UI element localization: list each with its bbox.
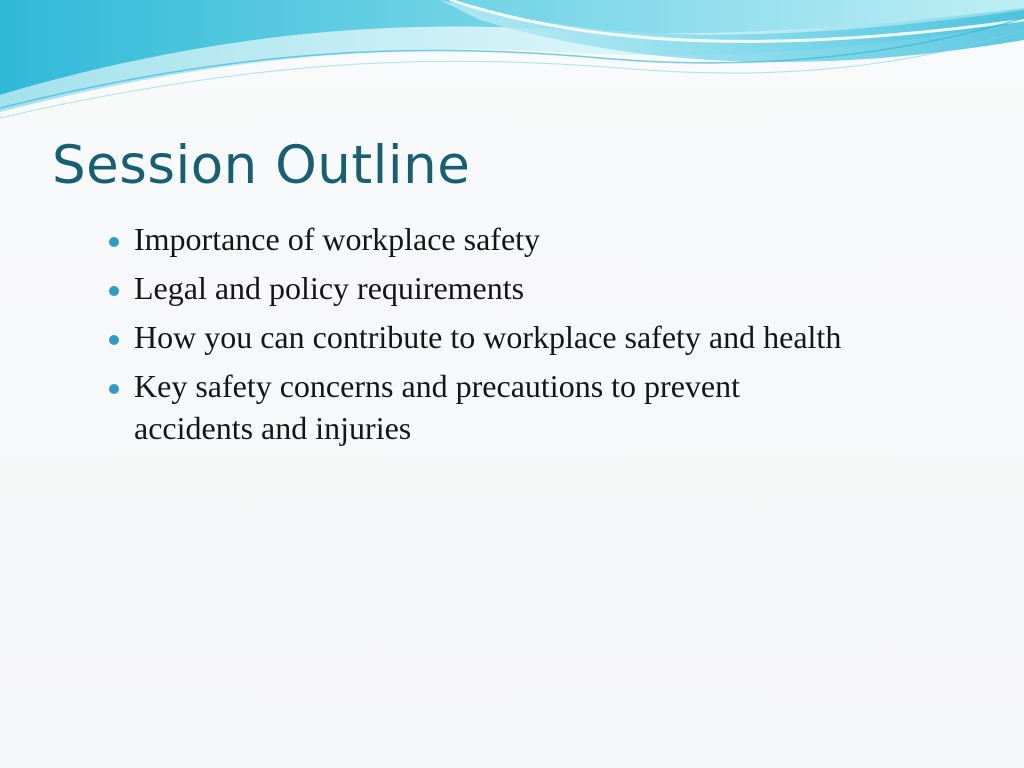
bullet-item [107, 316, 987, 358]
bullet-text: How you can contribute to workplace safety and health [134, 319, 842, 355]
bullet-dot-icon [109, 335, 119, 345]
bullet-item [107, 267, 987, 309]
bullet-dot-icon [109, 384, 119, 394]
bullet-item [107, 218, 987, 260]
bullet-text: Key safety concerns and precautions to prevent accidents and injuries [134, 368, 740, 446]
bullet-dot-icon [109, 286, 119, 296]
bullet-dot-icon [109, 237, 119, 247]
decorative-wave-header [0, 0, 1024, 130]
slide-title: Session Outline [52, 135, 471, 196]
bullet-item [107, 365, 987, 449]
bullet-list [107, 218, 987, 456]
bullet-text: Legal and policy requirements [134, 270, 525, 306]
bullet-text: Importance of workplace safety [134, 221, 541, 257]
